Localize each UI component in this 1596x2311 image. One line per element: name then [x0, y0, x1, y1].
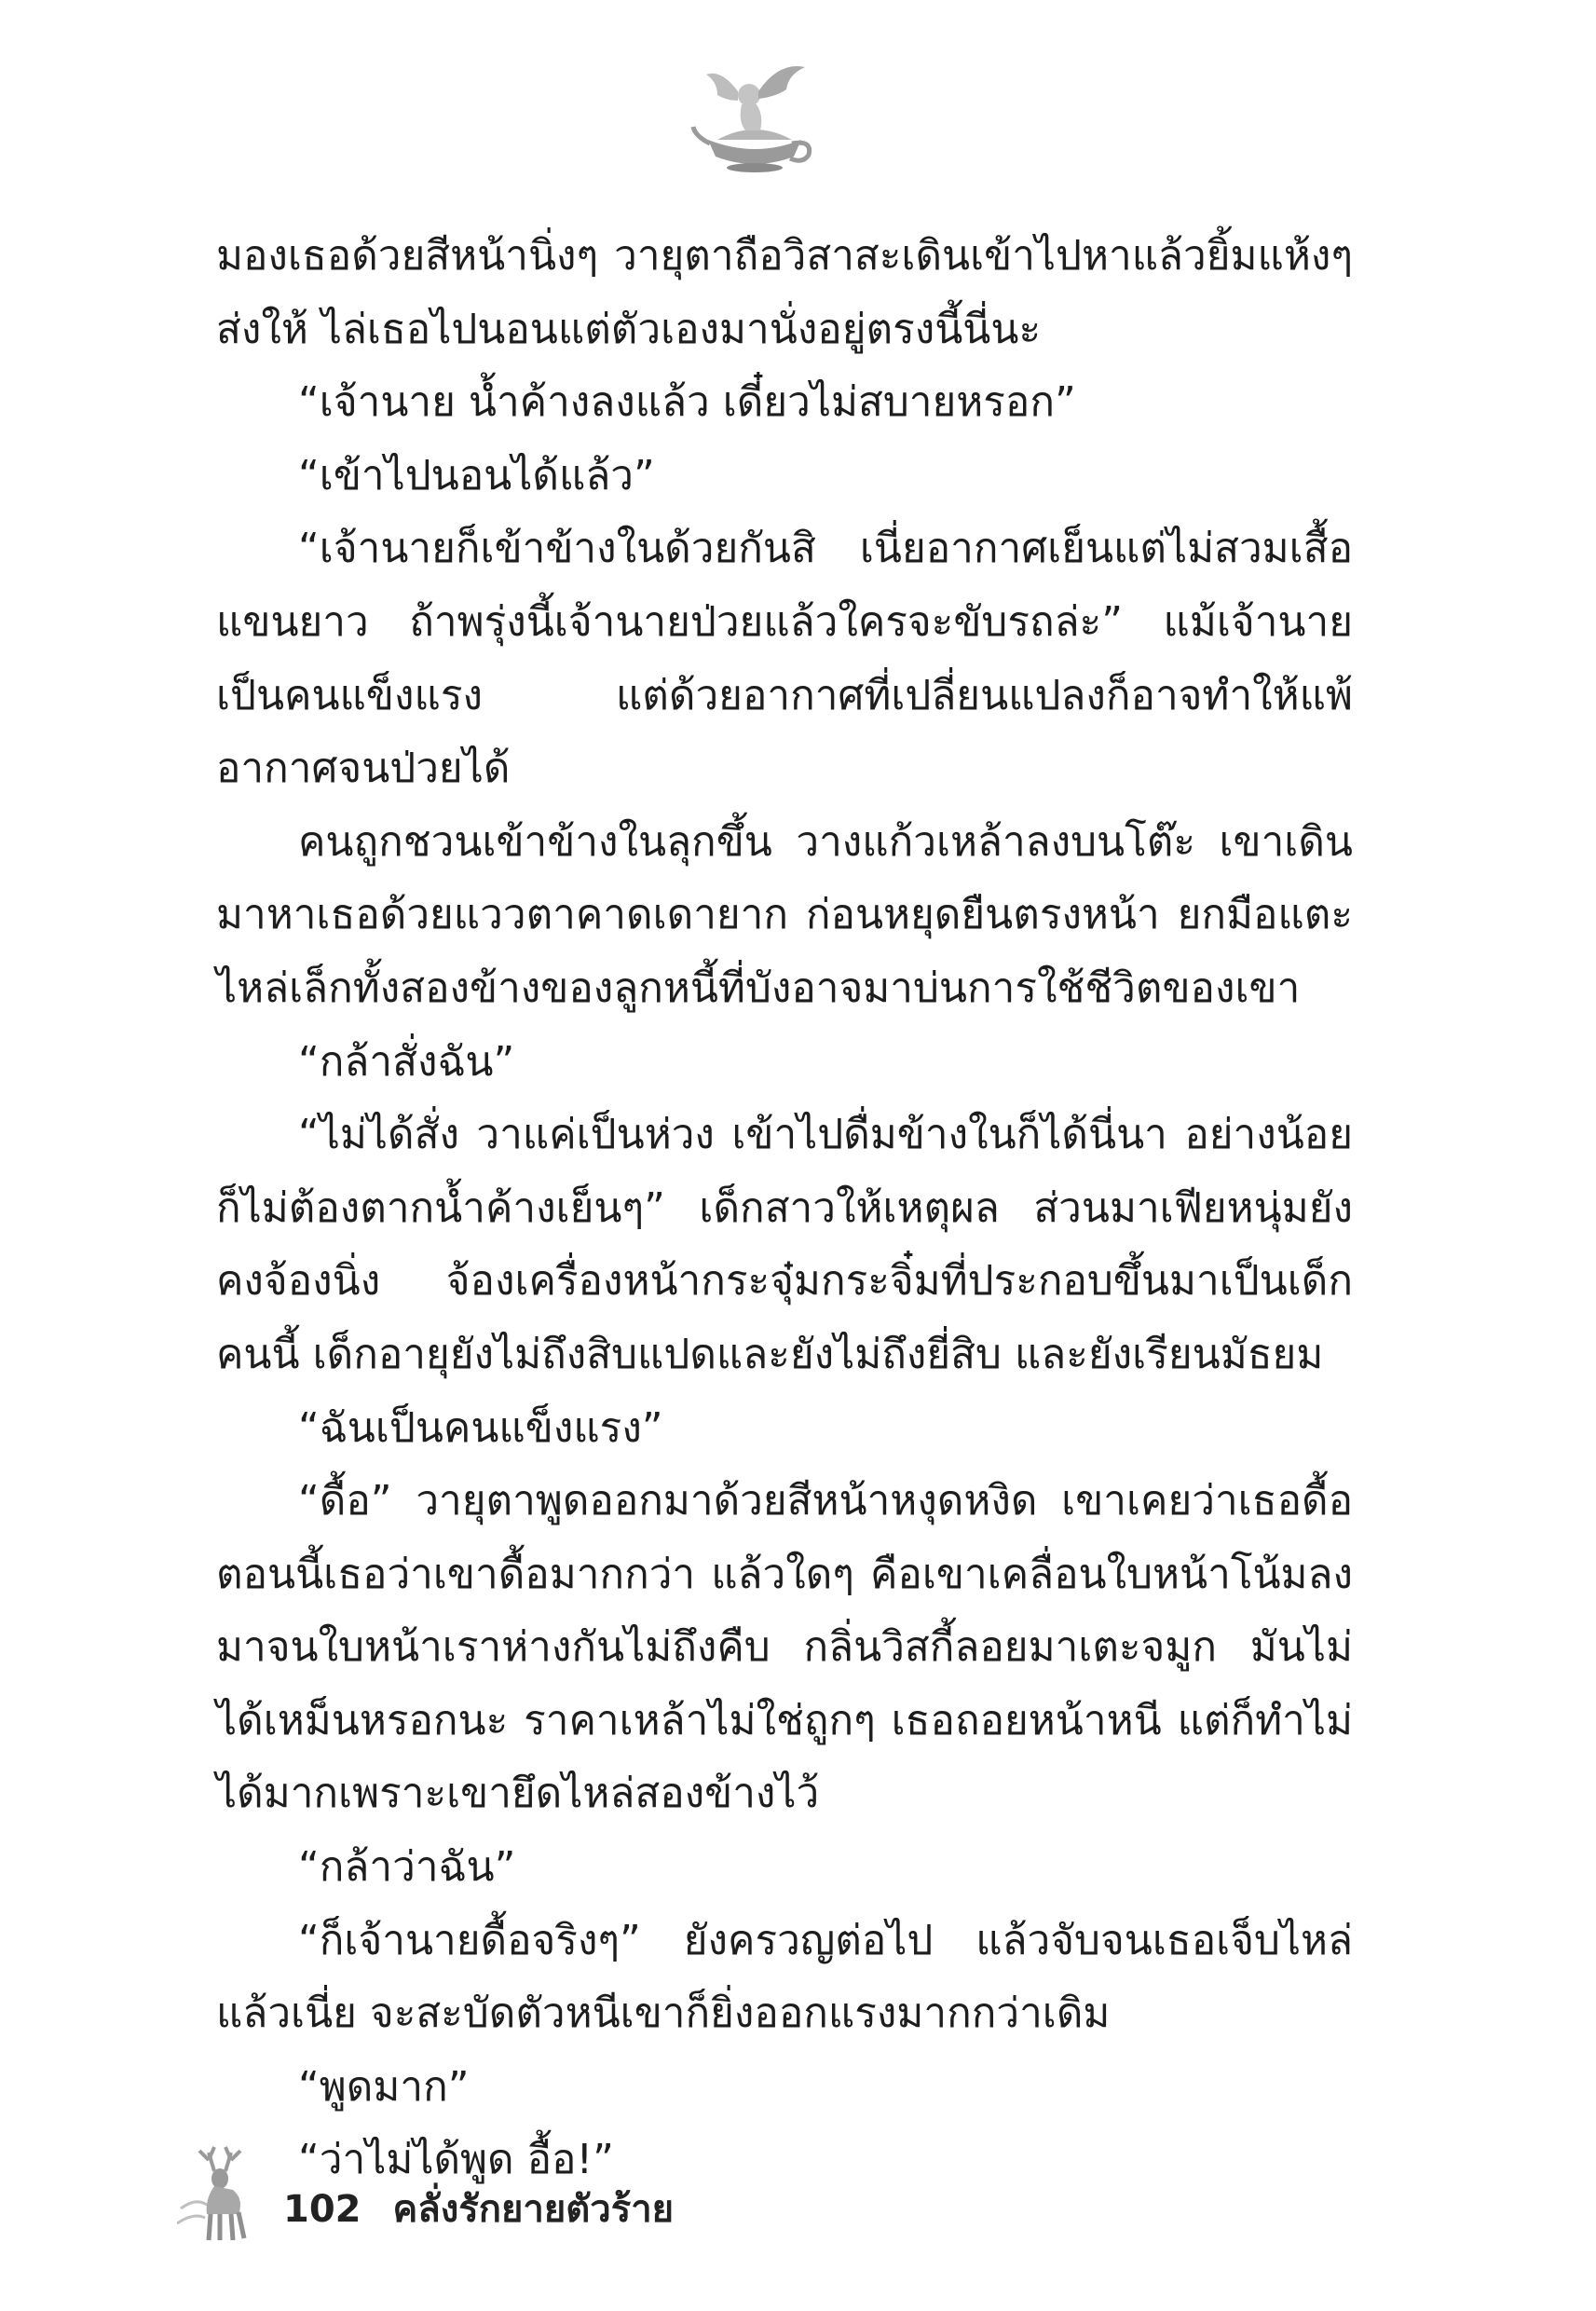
paragraph: “กล้าสั่งฉัน” [298, 1037, 515, 1086]
paragraph: “เจ้านายก็เข้าข้างในด้วยกันสิ เนี่ยอากาศเย็นแต่ไม่สวมเสื้อแขนยาว ถ้าพรุ่งนี้เจ้านายป่วยแล้วใครจะขับรถล่ะ” แม้เจ้านายเป็นคนแข็งแรง แต่ด้วยอากาศที่เปลี่ยนแปลงก็อาจทำให้แพ้อากาศจนป่วยได้ [216, 525, 1353, 793]
paragraph: “ว่าไม่ได้พูด อื้อ!” [298, 2136, 614, 2184]
paragraph: มองเธอด้วยสีหน้านิ่งๆ วายุตาถือวิสาสะเดินเข้าไปหาแล้วยิ้มแห้งๆ ส่งให้ ไล่เธอไปนอนแต่ตัวเองมานั่งอยู่ตรงนี้นี่นะ [216, 232, 1353, 353]
paragraph: “ฉันเป็นคนแข็งแรง” [298, 1403, 663, 1452]
paragraph: “กล้าว่าฉัน” [298, 1843, 516, 1892]
cupid-teapot-ornament-icon [689, 54, 820, 175]
book-title: คลั่งรักยายตัวร้าย [392, 2188, 675, 2231]
page-footer [177, 2143, 829, 2246]
paragraph: “ดื้อ” วายุตาพูดออกมาด้วยสีหน้าหงุดหงิด เขาเคยว่าเธอดื้อ ตอนนี้เธอว่าเขาดื้อมากกว่า แล้วใดๆ คือเขาเคลื่อนใบหน้าโน้มลงมาจนใบหน้าเราห่างกันไม่ถึงคืบ กลิ่นวิสกี้ลอยมาเตะจมูก มันไม่ได้เหม็นหรอกนะ ราคาเหล้าไม่ใช่ถูกๆ เธอถอยหน้าหนี แต่ก็ทำไม่ได้มากเพราะเขายึดไหล่สองข้างไว้ [216, 1477, 1353, 1818]
paragraph: “ไม่ได้สั่ง วาแค่เป็นห่วง เข้าไปดื่มข้างในก็ได้นี่นา อย่างน้อยก็ไม่ต้องตากน้ำค้างเย็นๆ” เด็กสาวให้เหตุผล ส่วนมาเฟียหนุ่มยังคงจ้องนิ่ง จ้องเครื่องหน้ากระจุ๋มกระจิ๋มที่ประกอบขึ้นมาเป็นเด็กคนนี้ เด็กอายุยังไม่ถึงสิบแปดและยังไม่ถึงยี่สิบ และยังเรียนมัธยม [216, 1111, 1353, 1378]
paragraph: “พูดมาก” [298, 2062, 470, 2111]
paragraph: “เข้าไปนอนได้แล้ว” [298, 451, 655, 499]
paragraph: “เจ้านาย น้ำค้างลงแล้ว เดี๋ยวไม่สบายหรอก” [298, 378, 1076, 427]
paragraph: “ก็เจ้านายดื้อจริงๆ” ยังครวญต่อไป แล้วจับจนเธอเจ็บไหล่แล้วเนี่ย จะสะบัดตัวหนีเขาก็ยิ่งออกแรงมากกว่าเดิม [216, 1916, 1353, 2038]
page-number: 102 [283, 2188, 361, 2231]
body-text [216, 220, 1353, 2197]
footer-text [283, 2179, 674, 2238]
deer-ornament-icon [177, 2143, 270, 2246]
paragraph: คนถูกชวนเข้าข้างในลุกขึ้น วางแก้วเหล้าลงบนโต๊ะ เขาเดินมาหาเธอด้วยแววตาคาดเดายาก ก่อนหยุดยืนตรงหน้า ยกมือแตะไหล่เล็กทั้งสองข้างของลูกหนี้ที่บังอาจมาบ่นการใช้ชีวิตของเขา [216, 817, 1353, 1012]
